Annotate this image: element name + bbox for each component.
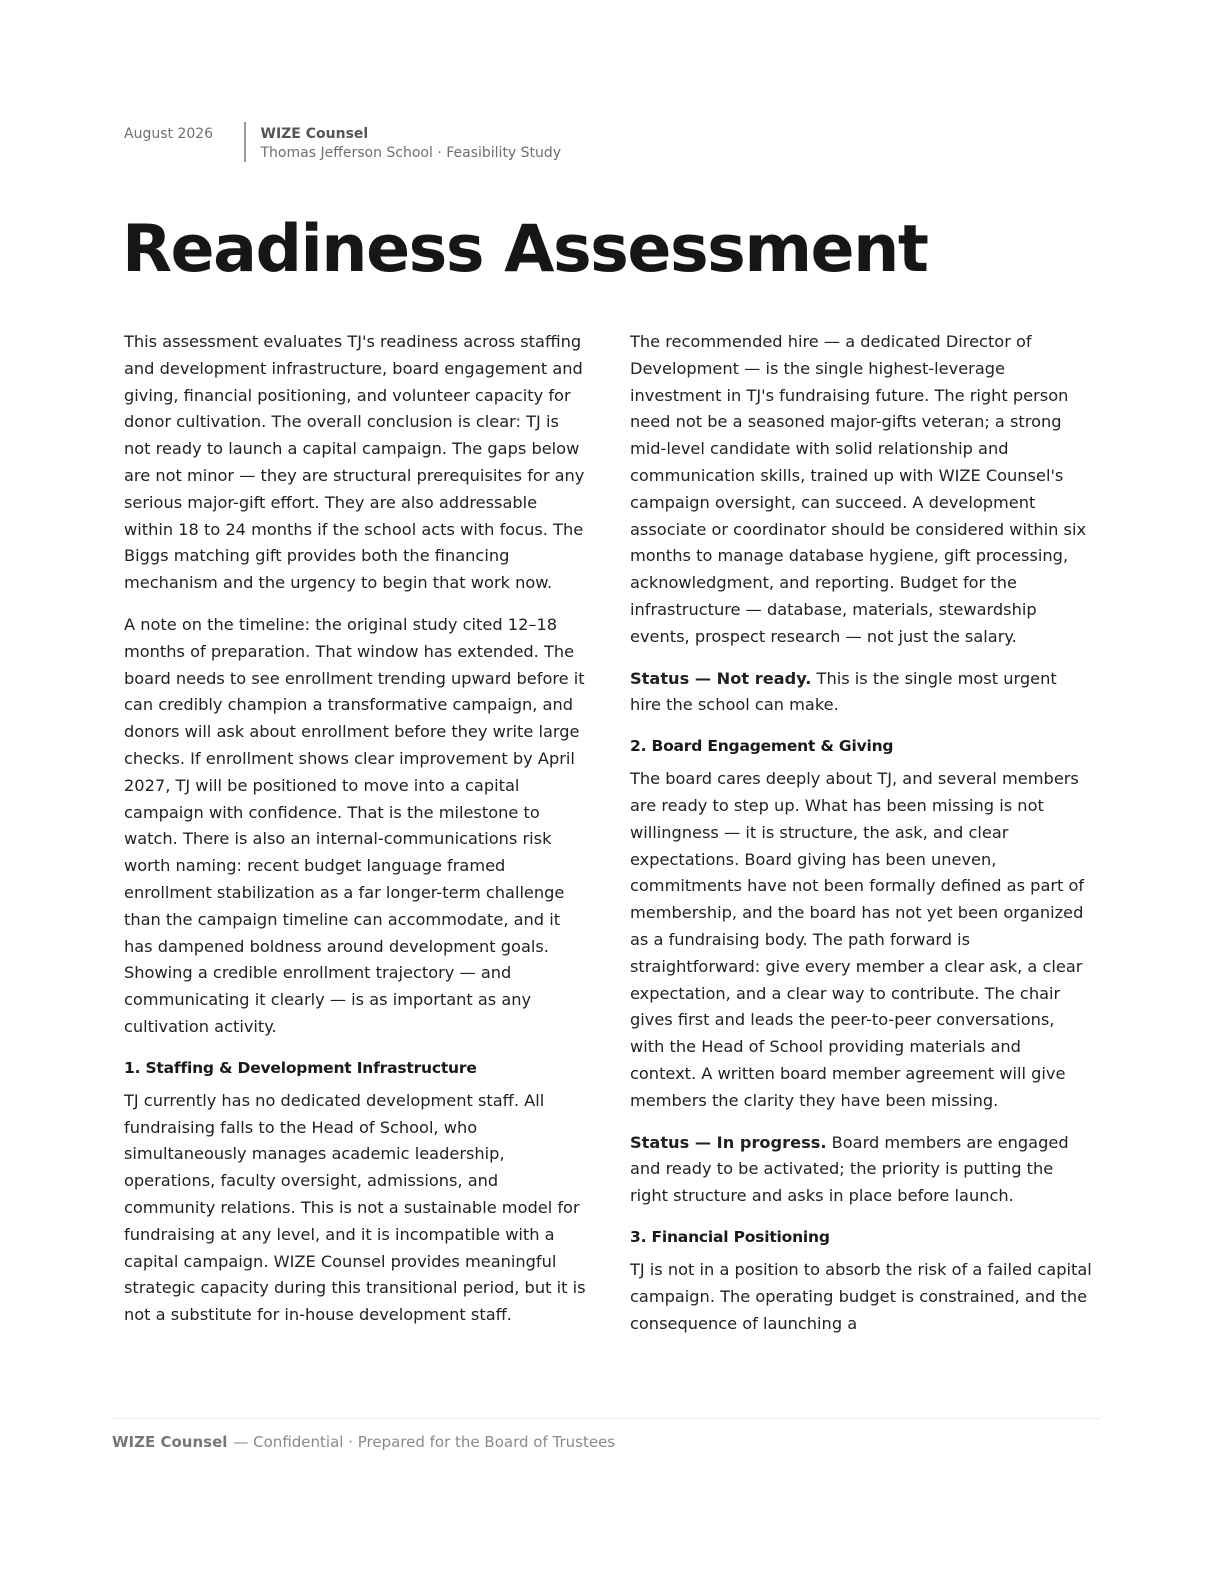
header-org-name: WIZE Counsel: [260, 126, 369, 142]
timeline-paragraph: A note on the timeline: the original study cited 12–18 months of preparation. That window has extended. The board needs to see enrollment trending upward before it can credibly champion a transformative campaign, and donors will ask about enrollment before they write large checks. If enrollment shows clear improvement by April 2027, TJ will be positioned to move into a capital campaign with confidence. That is the milestone to watch. There is also an internal-communications risk worth naming: recent budget language framed enrollment stabilization as a far longer-term challenge than the campaign timeline can accommodate, and it has dampened boldness around development goals. Showing a credible enrollment trajectory — and communicating it clearly — is as important as any cultivation activity.: [124, 614, 585, 1036]
footer-org-name: WIZE Counsel: [112, 1433, 228, 1451]
board-paragraph: The board cares deeply about TJ, and several members are ready to step up. What has been missing is not willingness — it is structure, the ask, and clear expectations. Board giving has been uneven, commitments have not been formally defined as part of membership, and the board has not yet been organized as a fundraising body. The path forward is straightforward: give every member a clear ask, a clear expectation, and a clear way to contribute. The chair gives first and leads the peer-to-peer conversations, with the Head of School providing materials and context. A written board member agreement will give members the clarity they have been missing.: [630, 769, 1085, 1110]
page-title: Readiness Assessment: [122, 212, 928, 287]
staffing-status: [630, 666, 1092, 720]
intro-paragraph: This assessment evaluates TJ's readiness across staffing and development infrastructure, board engagement and giving, financial positioning, and volunteer capacity for donor cultivation. The overall conclusion is clear: TJ is not ready to launch a capital campaign. The gaps below are not minor — they are structural prerequisites for any serious major-gift effort. They are also addressable within 18 to 24 months if the school acts with focus. The Biggs matching gift provides both the financing mechanism and the urgency to begin that work now.: [124, 332, 585, 593]
header-org-subtitle: Thomas Jefferson School · Feasibility Study: [260, 145, 562, 161]
header-divider: [244, 122, 246, 162]
footer-text: — Confidential · Prepared for the Board of Trustees: [233, 1433, 616, 1451]
right-column: [630, 329, 1092, 1352]
header-org: [261, 122, 562, 163]
staffing-status-label: Status — Not ready.: [630, 668, 812, 688]
footer-divider: [112, 1418, 1100, 1419]
staffing-status-text: This is the single most urgent hire the school can make.: [630, 668, 1057, 715]
financial-paragraph: TJ is not in a position to absorb the risk of a failed capital campaign. The operating budget is constrained, and the consequence of launching a: [630, 1259, 1092, 1333]
board-status: [630, 1130, 1092, 1210]
left-column: [124, 329, 586, 1344]
section-heading-board: 2. Board Engagement & Giving: [630, 737, 894, 756]
staffing-paragraph-2: The recommended hire — a dedicated Director of Development — is the single highest-leverage investment in TJ's fundraising future. The right person need not be a seasoned major-gifts veteran; a strong mid-level candidate with solid relationship and communication skills, trained up with WIZE Counsel's campaign oversight, can succeed. A development associate or coordinator should be considered within six months to manage database hygiene, gift processing, acknowledgment, and reporting. Budget for the infrastructure — database, materials, stewardship events, prospect research — not just the salary.: [630, 332, 1087, 646]
staffing-paragraph-1: TJ currently has no dedicated development staff. All fundraising falls to the Head of School, who simultaneously manages academic leadership, operations, faculty oversight, admissions, and community relations. This is not a sustainable model for fundraising at any level, and it is incompatible with a capital campaign. WIZE Counsel provides meaningful strategic capacity during this transitional period, but it is not a substitute for in-house development staff.: [124, 1090, 586, 1325]
section-heading-staffing: 1. Staffing & Development Infrastructure: [124, 1058, 477, 1077]
page-footer: [112, 1433, 615, 1451]
board-status-text: Board members are engaged and ready to be activated; the priority is putting the right structure and asks in place before launch.: [630, 1132, 1069, 1206]
page-header: [124, 122, 561, 164]
header-date: August 2026: [124, 126, 214, 142]
section-heading-financial: 3. Financial Positioning: [630, 1227, 830, 1246]
board-status-label: Status — In progress.: [630, 1132, 827, 1152]
